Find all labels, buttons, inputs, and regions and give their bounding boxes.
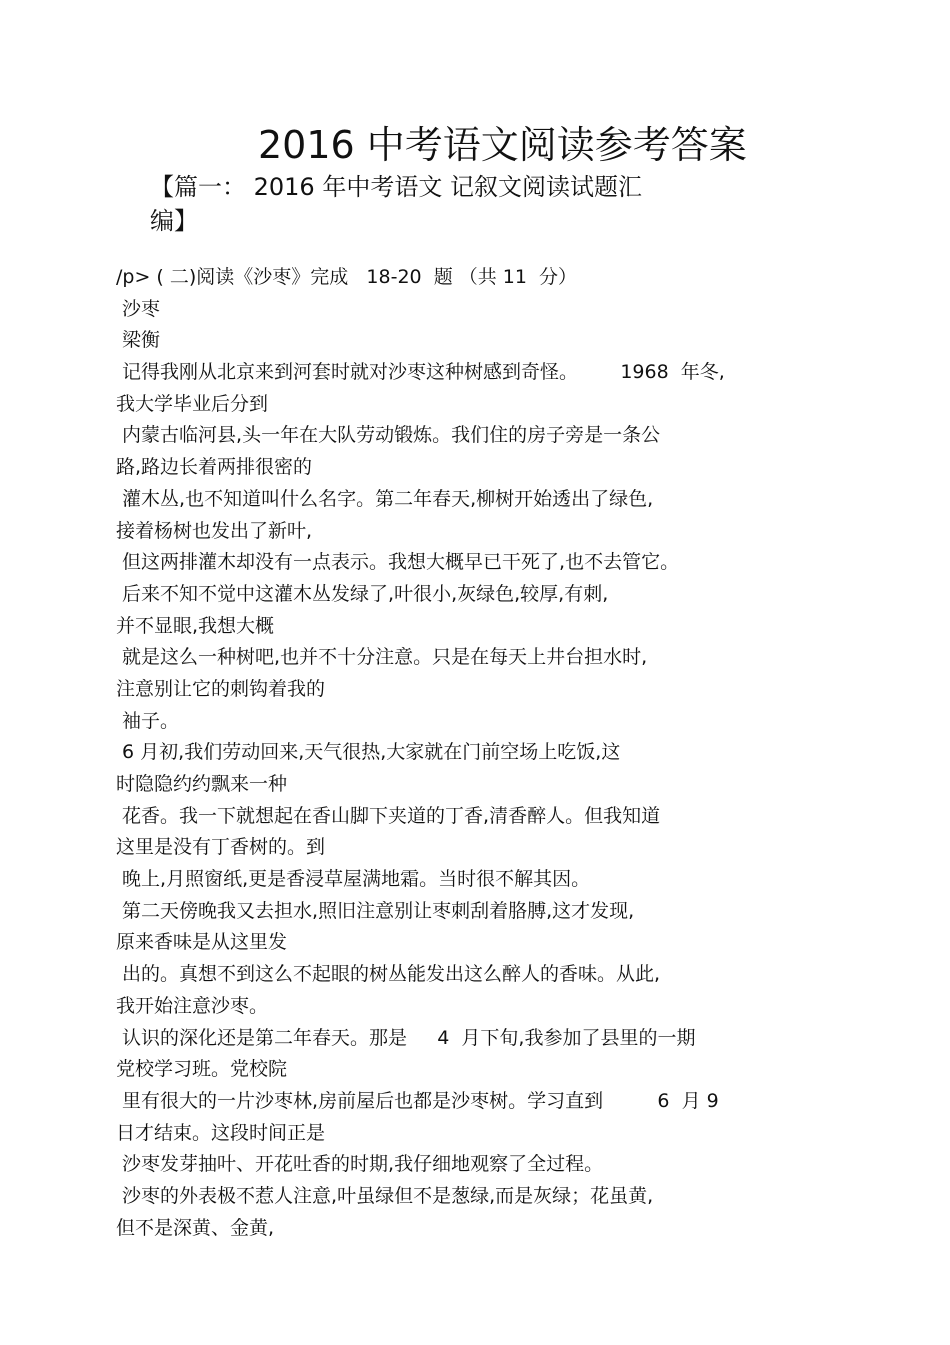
text-line: 出的。真想不到这么不起眼的树丛能发出这么醉人的香味。从此, [116,963,661,986]
text-line: 党校学习班。党校院 [116,1058,288,1081]
text-line: 袖子。 [116,709,180,732]
text-line: 我大学毕业后分到 [116,392,269,415]
text-line: 后来不知不觉中这灌木丛发绿了,叶很小,灰绿色,较厚,有刺, [116,582,609,605]
text-line: 6 月初,我们劳动回来,天气很热,大家就在门前空场上吃饭,这 [116,741,621,764]
text-line: 时隐隐约约飘来一种 [116,773,288,795]
text-line: 这里是没有丁香树的。到 [116,836,326,859]
section-heading-line-2: 编】 [150,207,198,235]
text-line: 路,路边长着两排很密的 [116,456,313,479]
document-title: 2016 中考语文阅读参考答案 [258,123,747,167]
text-line: 晚上,月照窗纸,更是香浸草屋满地霜。当时很不解其因。 [116,868,591,891]
text-line: 第二天傍晚我又去担水,照旧注意别让枣刺刮着胳膊,这才发现, [116,899,635,922]
article-body [116,262,836,1244]
text-line: /p> ( 二)阅读《沙枣》完成 18-20 题 （共 11 分） [116,266,578,288]
section-heading [150,170,750,238]
text-line: 并不显眼,我想大概 [116,614,275,637]
text-line: 我开始注意沙枣。 [116,994,269,1017]
text-line: 接着杨树也发出了新叶, [116,519,313,542]
text-line: 沙枣 [116,297,161,320]
text-line: 原来香味是从这里发 [116,931,288,954]
text-line: 沙枣的外表极不惹人注意,叶虽绿但不是葱绿,而是灰绿；花虽黄, [116,1184,654,1207]
text-line: 但这两排灌木却没有一点表示。我想大概早已干死了,也不去管它。 [116,551,680,574]
text-line: 注意别让它的刺钩着我的 [116,677,326,700]
section-heading-line-1: 【篇一： 2016 年中考语文 记叙文阅读试题汇 [150,173,642,201]
text-line: 但不是深黄、金黄, [116,1216,275,1239]
text-line: 就是这么一种树吧,也并不十分注意。只是在每天上井台担水时, [116,646,648,669]
text-line: 记得我刚从北京来到河套时就对沙枣这种树感到奇怪。 1968 年冬, [116,361,725,384]
text-line: 日才结束。这段时间正是 [116,1121,326,1144]
text-line: 内蒙古临河县,头一年在大队劳动锻炼。我们住的房子旁是一条公 [116,424,661,447]
text-line: 灌木丛,也不知道叫什么名字。第二年春天,柳树开始透出了绿色, [116,487,654,510]
text-line: 花香。我一下就想起在香山脚下夹道的丁香,清香醉人。但我知道 [116,804,661,827]
text-line: 里有很大的一片沙枣林,房前屋后也都是沙枣树。学习直到 6 月 9 [116,1089,719,1112]
text-line: 认识的深化还是第二年春天。那是 4 月下旬,我参加了县里的一期 [116,1026,696,1049]
text-line: 沙枣发芽抽叶、开花吐香的时期,我仔细地观察了全过程。 [116,1153,604,1176]
text-line: 梁衡 [116,329,161,352]
